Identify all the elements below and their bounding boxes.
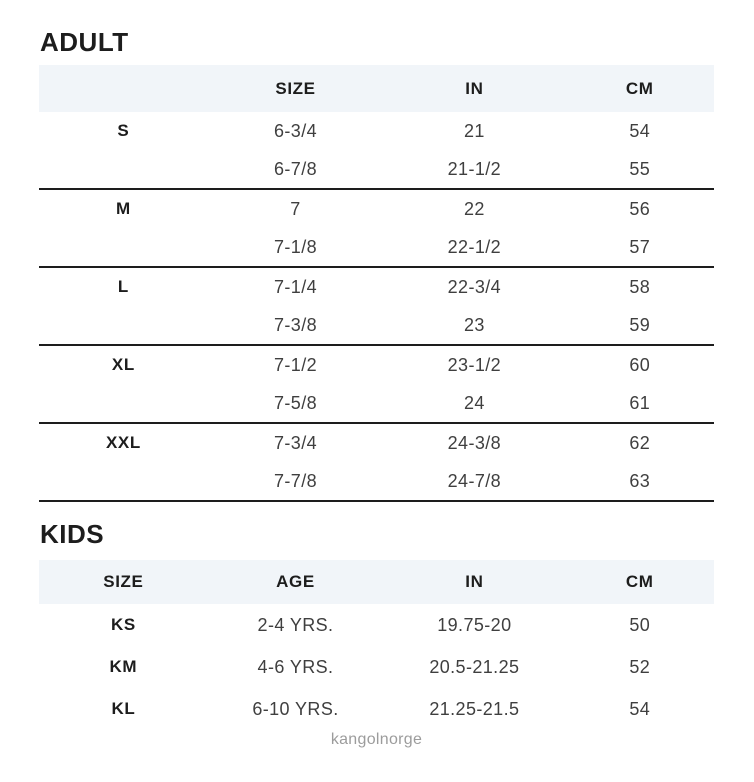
adult-cm-cell: 63 [629, 470, 651, 491]
kids-size-table [39, 560, 714, 730]
table-row [39, 306, 714, 344]
adult-header-size: SIZE [275, 78, 316, 98]
kids-header-age: AGE [276, 572, 315, 591]
kids-in-cell: 21.25-21.5 [429, 698, 520, 719]
adult-section-title: ADULT [40, 27, 129, 57]
kids-header-in: IN [465, 572, 484, 591]
adult-group-xl [39, 346, 714, 424]
adult-in-cell: 22-3/4 [447, 276, 502, 297]
adult-in-cell: 21-1/2 [447, 158, 502, 179]
table-row [39, 346, 714, 384]
adult-group-l [39, 268, 714, 346]
adult-size-cell: 7-1/2 [273, 354, 318, 375]
adult-size-label: S [117, 121, 130, 140]
adult-group-xxl [39, 424, 714, 502]
table-row [39, 150, 714, 188]
adult-size-cell: 7-1/4 [273, 276, 318, 297]
adult-size-label: XXL [105, 433, 141, 452]
adult-in-cell: 23-1/2 [447, 354, 502, 375]
adult-cm-cell: 62 [629, 432, 651, 453]
kids-size-label: KM [109, 657, 138, 676]
adult-size-label: L [117, 277, 129, 296]
adult-group-m [39, 190, 714, 268]
adult-size-label: XL [111, 355, 135, 374]
adult-in-cell: 22 [463, 198, 485, 219]
kids-section-title: KIDS [40, 519, 105, 549]
adult-size-cell: 6-3/4 [273, 120, 318, 141]
kids-in-cell: 20.5-21.25 [429, 656, 520, 677]
adult-cm-cell: 60 [629, 354, 651, 375]
table-row [39, 268, 714, 306]
table-row [39, 688, 714, 730]
adult-cm-cell: 57 [629, 236, 651, 257]
kids-age-cell: 2-4 YRS. [257, 614, 334, 635]
adult-table-header-row [39, 65, 714, 112]
kids-header-size: SIZE [103, 572, 144, 591]
brand-watermark: kangolnorge [330, 731, 423, 748]
adult-size-label: M [115, 199, 131, 218]
kids-table-header-row [39, 560, 714, 604]
adult-cm-cell: 56 [629, 198, 651, 219]
adult-header-in: IN [465, 78, 484, 98]
table-row [39, 228, 714, 266]
kids-cm-cell: 52 [629, 656, 651, 677]
kids-age-cell: 6-10 YRS. [252, 698, 339, 719]
adult-in-cell: 24 [463, 392, 485, 413]
table-row [39, 384, 714, 422]
adult-header-cm: CM [625, 78, 654, 98]
adult-cm-cell: 59 [629, 314, 651, 335]
adult-cm-cell: 55 [629, 158, 651, 179]
kids-age-cell: 4-6 YRS. [257, 656, 334, 677]
adult-cm-cell: 61 [629, 392, 651, 413]
table-row [39, 462, 714, 500]
kids-size-label: KS [110, 615, 136, 634]
size-chart-page [0, 28, 754, 750]
kids-cm-cell: 50 [629, 614, 651, 635]
adult-size-cell: 7 [290, 198, 301, 219]
adult-in-cell: 21 [463, 120, 485, 141]
kids-size-label: KL [111, 699, 136, 718]
adult-in-cell: 24-7/8 [447, 470, 502, 491]
adult-size-cell: 7-3/8 [273, 314, 318, 335]
kids-cm-cell: 54 [629, 698, 651, 719]
adult-size-table [39, 65, 714, 502]
adult-size-cell: 6-7/8 [273, 158, 318, 179]
adult-in-cell: 22-1/2 [447, 236, 502, 257]
table-row [39, 604, 714, 646]
table-row [39, 190, 714, 228]
adult-in-cell: 23 [463, 314, 485, 335]
adult-size-cell: 7-5/8 [273, 392, 318, 413]
adult-group-s [39, 112, 714, 190]
adult-cm-cell: 54 [629, 120, 651, 141]
kids-header-cm: CM [625, 572, 654, 591]
adult-cm-cell: 58 [629, 276, 651, 297]
adult-size-cell: 7-3/4 [273, 432, 318, 453]
table-row [39, 424, 714, 462]
adult-size-cell: 7-7/8 [273, 470, 318, 491]
table-row [39, 112, 714, 150]
adult-size-cell: 7-1/8 [273, 236, 318, 257]
table-row [39, 646, 714, 688]
kids-in-cell: 19.75-20 [437, 614, 512, 635]
adult-in-cell: 24-3/8 [447, 432, 502, 453]
